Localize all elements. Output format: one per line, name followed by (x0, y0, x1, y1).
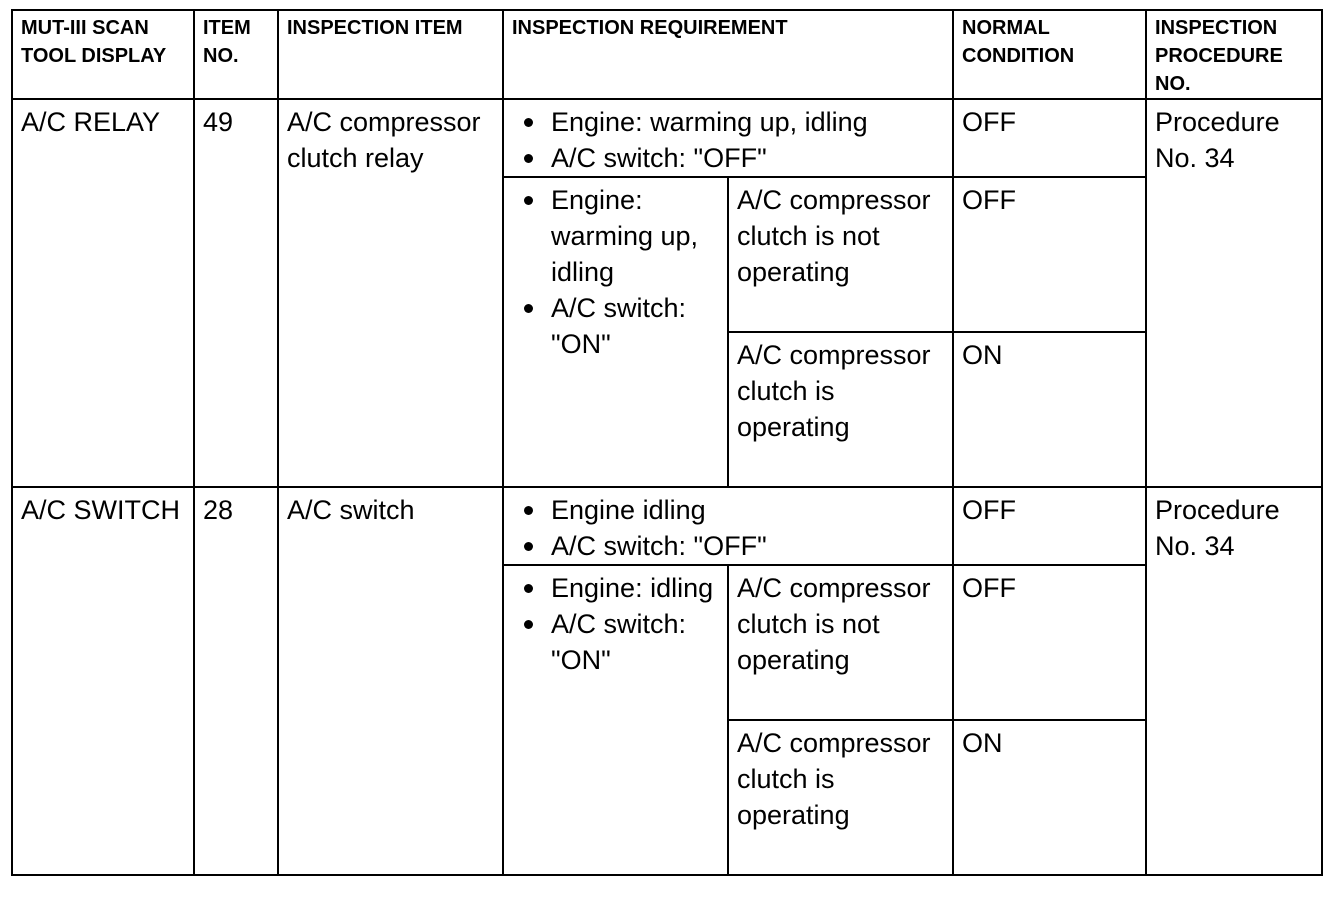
cell-item-no: 49 (194, 99, 278, 487)
requirement-text: Engine: idling (551, 573, 714, 603)
bullet-icon (524, 506, 533, 515)
list-item (512, 570, 727, 606)
cell-condition: A/C compressor clutch is not operating (728, 565, 953, 720)
cell-normal: OFF (953, 99, 1146, 177)
requirement-text: A/C switch: "ON" (551, 609, 687, 675)
cell-condition: A/C compressor clutch is operating (728, 332, 953, 487)
cell-requirement (503, 177, 728, 487)
header-procedure: INSPECTION PROCEDURE NO. (1146, 10, 1322, 99)
header-display: MUT-III SCAN TOOL DISPLAY (12, 10, 194, 99)
requirement-list (512, 104, 952, 176)
table-row (12, 487, 1322, 565)
cell-item-no: 28 (194, 487, 278, 875)
header-item-no: ITEM NO. (194, 10, 278, 99)
cell-normal: OFF (953, 487, 1146, 565)
list-item (512, 140, 952, 176)
requirement-text: Engine idling (551, 495, 706, 525)
cell-normal: ON (953, 332, 1146, 487)
header-normal: NORMAL CONDITION (953, 10, 1146, 99)
header-item: INSPECTION ITEM (278, 10, 503, 99)
cell-display: A/C SWITCH (12, 487, 194, 875)
cell-procedure: Procedure No. 34 (1146, 487, 1322, 875)
header-requirement: INSPECTION REQUIREMENT (503, 10, 953, 99)
bullet-icon (524, 304, 533, 313)
bullet-icon (524, 620, 533, 629)
header-row (12, 10, 1322, 99)
list-item (512, 492, 952, 528)
cell-condition: A/C compressor clutch is operating (728, 720, 953, 875)
requirement-text: A/C switch: "OFF" (551, 531, 767, 561)
list-item (512, 606, 727, 678)
inspection-table (11, 9, 1323, 876)
requirement-list (512, 570, 727, 678)
requirement-list (512, 182, 727, 362)
bullet-icon (524, 118, 533, 127)
cell-requirement (503, 487, 953, 565)
list-item (512, 290, 727, 362)
list-item (512, 528, 952, 564)
cell-item: A/C compressor clutch relay (278, 99, 503, 487)
cell-normal: OFF (953, 177, 1146, 332)
bullet-icon (524, 584, 533, 593)
cell-procedure: Procedure No. 34 (1146, 99, 1322, 487)
cell-normal: OFF (953, 565, 1146, 720)
cell-condition: A/C compressor clutch is not operating (728, 177, 953, 332)
bullet-icon (524, 542, 533, 551)
list-item (512, 104, 952, 140)
cell-requirement (503, 565, 728, 875)
cell-normal: ON (953, 720, 1146, 875)
requirement-list (512, 492, 952, 564)
cell-item: A/C switch (278, 487, 503, 875)
requirement-text: A/C switch: "ON" (551, 293, 687, 359)
table-row (12, 99, 1322, 177)
list-item (512, 182, 727, 290)
bullet-icon (524, 154, 533, 163)
cell-display: A/C RELAY (12, 99, 194, 487)
bullet-icon (524, 196, 533, 205)
requirement-text: Engine: warming up, idling (551, 107, 868, 137)
requirement-text: Engine: warming up, idling (551, 185, 699, 287)
cell-requirement (503, 99, 953, 177)
requirement-text: A/C switch: "OFF" (551, 143, 767, 173)
